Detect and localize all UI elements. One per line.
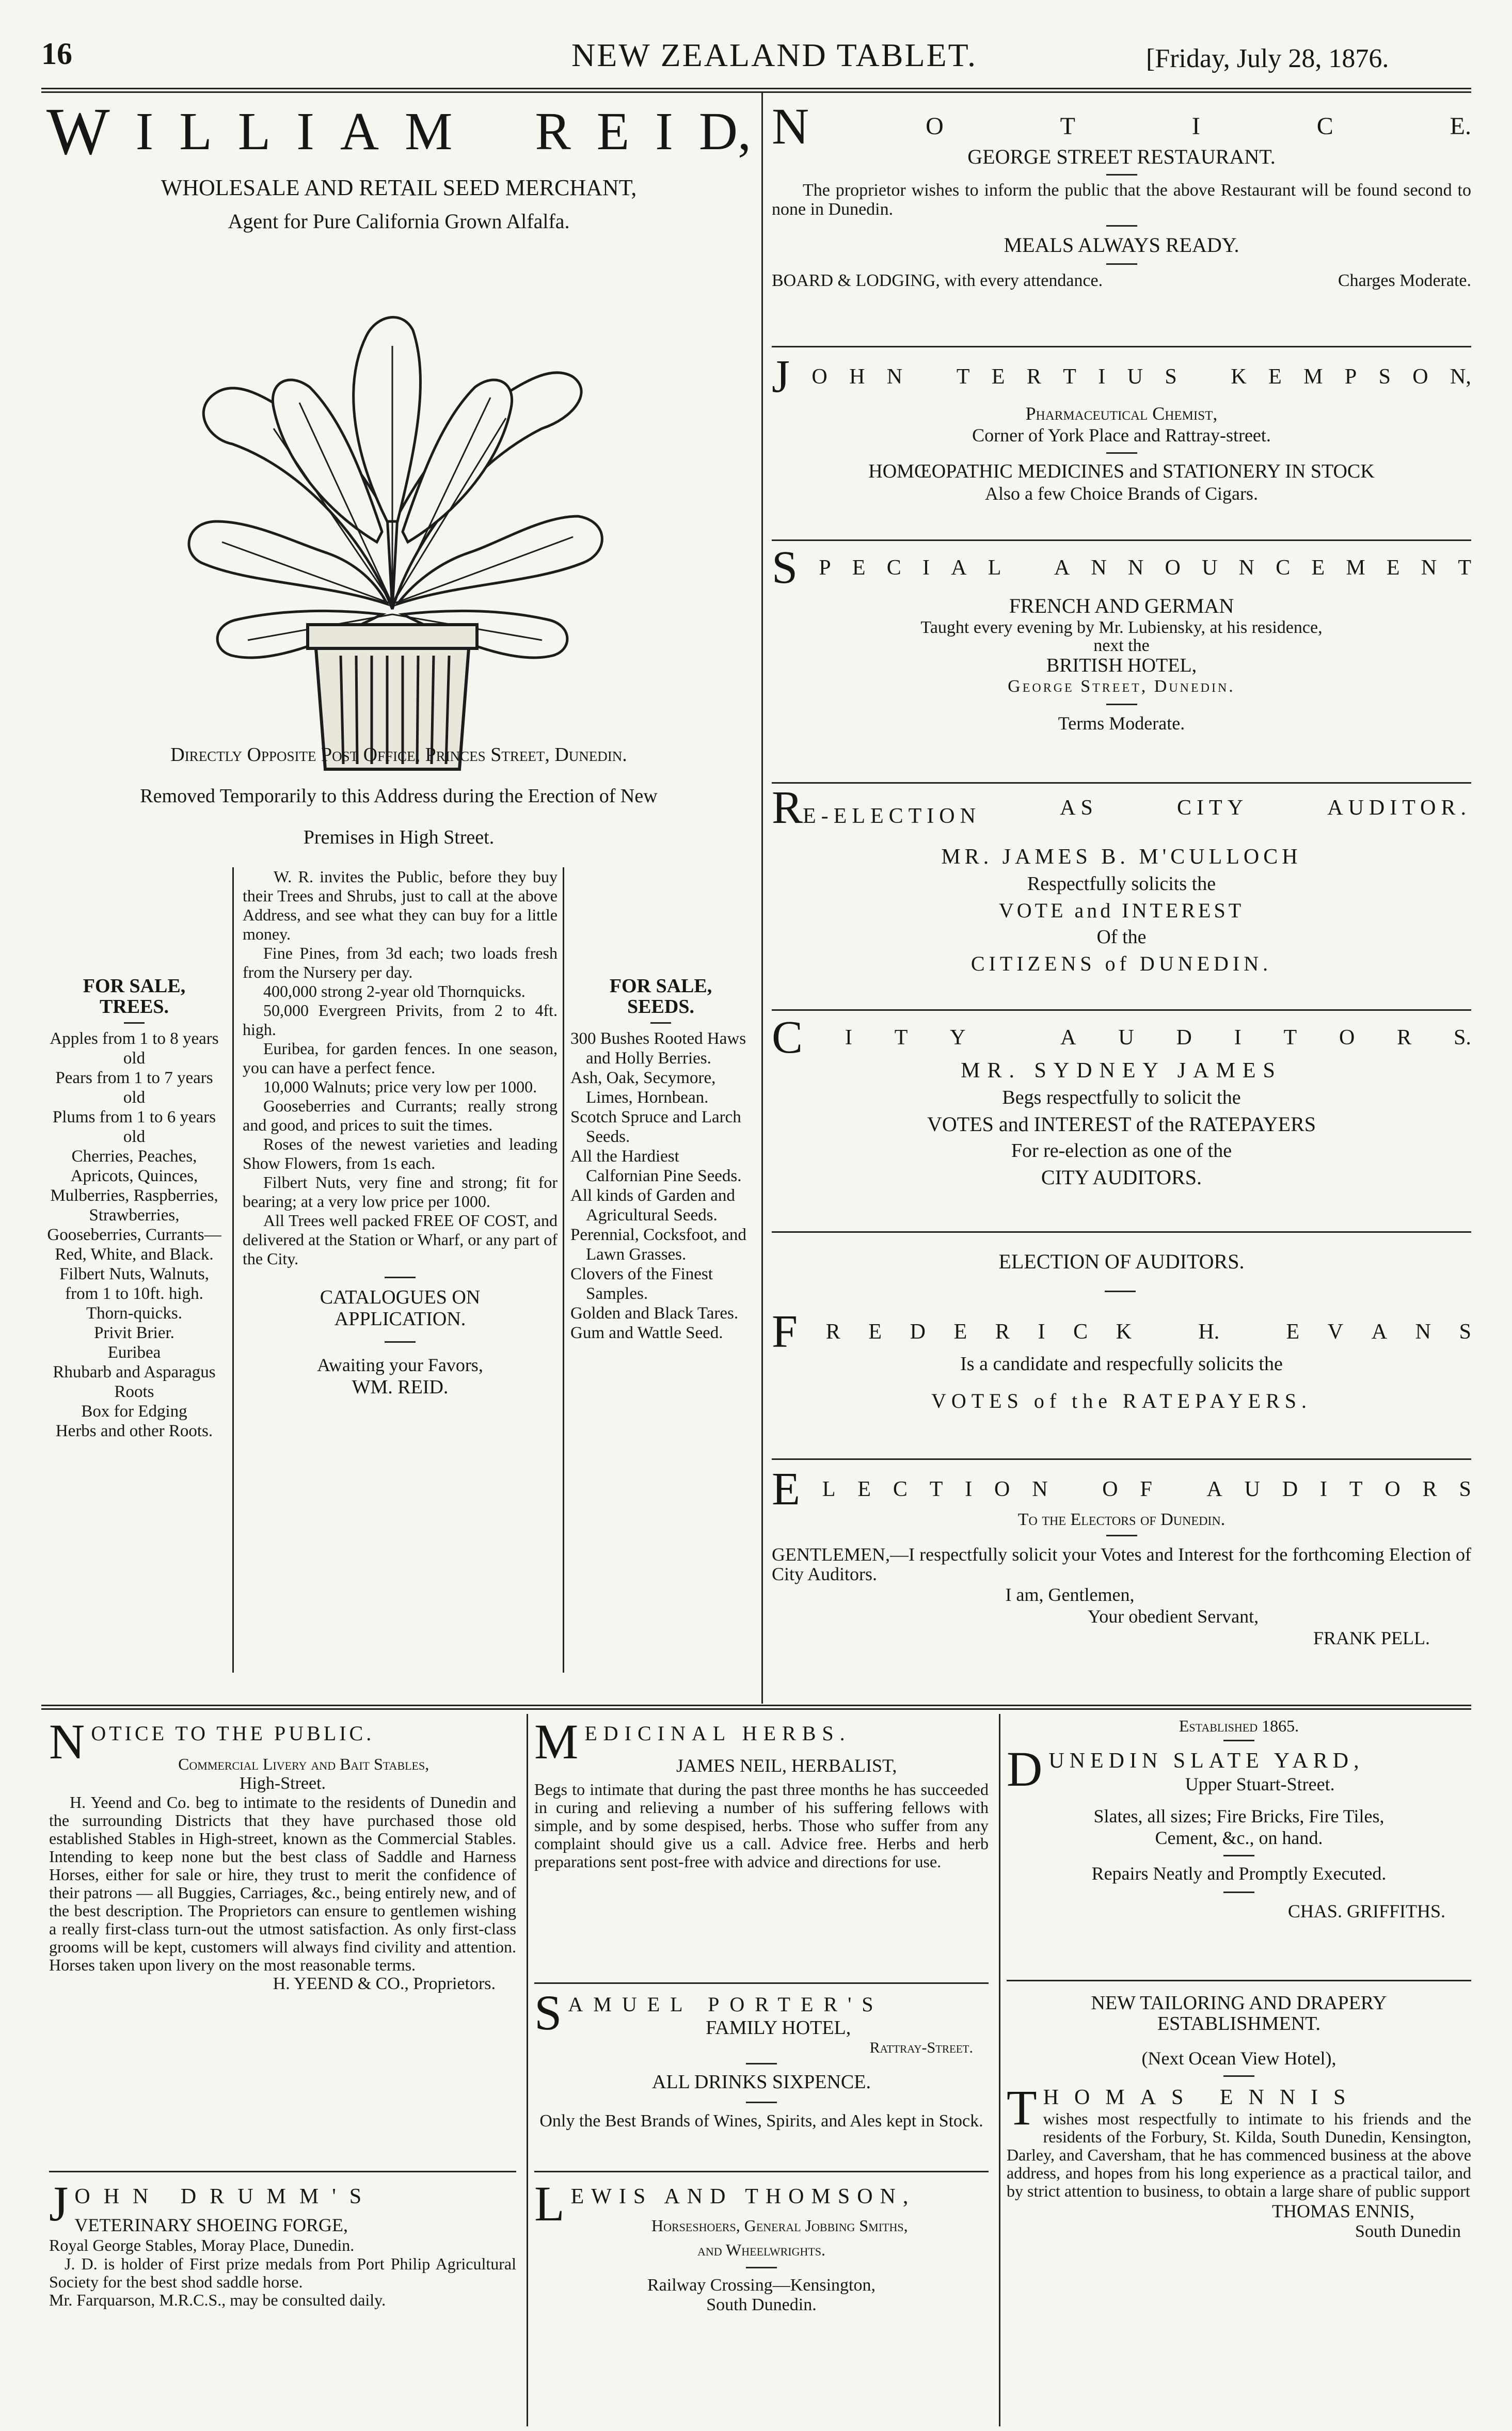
city-auditors-line4: CITY AUDITORS. — [1041, 1166, 1202, 1189]
middle-para: W. R. invites the Public, before they buy their Trees and Shrubs, just to call at the above Address, and see what they can buy for a little money. — [243, 867, 558, 943]
trees-item: Herbs and other Roots. — [55, 1422, 213, 1440]
tailoring-drop: T — [1007, 2085, 1037, 2135]
slate-line3: Cement, &c., on hand. — [1155, 1828, 1323, 1848]
kempson-line2: Corner of York Place and Rattray-street. — [972, 425, 1271, 446]
reelection-line1: Respectfully solicits the — [1027, 873, 1216, 895]
reid-signature: WM. REID. — [352, 1376, 449, 1398]
slate-drop: D — [1007, 1746, 1043, 1795]
porter-line2: Rattray-Street. — [869, 2039, 973, 2056]
special-advert: S P E C I A L A N N O U N C E M E N T FRENCH AND GERMAN Taught every evening by Mr. Lubiensky, at his residence, next the BRITISH HOTEL, George Street, Dunedin. Terms Moderate. — [772, 542, 1471, 734]
pell-sign: FRANK PELL. — [1313, 1628, 1430, 1648]
lewis-drop: L — [534, 2181, 565, 2231]
seeds-item: All the Hardiest Calfornian Pine Seeds. — [570, 1147, 742, 1185]
evans-line1: Is a candidate and respecfully solicits the — [960, 1353, 1283, 1375]
public-title: OTICE TO THE PUBLIC. — [91, 1722, 375, 1745]
public-body: H. Yeend and Co. beg to intimate to the residents of Dunedin and the surrounding Districts that they have purchased those old established Stables in High-street, known as the Commercial Stables. Intending to keep none but the best class of Saddle and Harness Horses, either for sale or hire, they trust to merit the confidence of their patrons — all Buggies, Carriages, &c., being entirely new, and of the best description. The Proprietors can ensure to gentlemen wishing a really first-class turn-out the utmost satisfaction. As only first-class grooms will be kept, customers will always find civility and attention. Horses taken upon livery on the most reasonable terms. — [49, 1793, 516, 1974]
slate-established: Established 1865. — [1179, 1717, 1299, 1735]
potted-plant-illustration — [170, 274, 625, 780]
city-auditors-line3: For re-election as one of the — [1011, 1140, 1232, 1162]
special-line2: Taught every evening by Mr. Lubiensky, at his residence, — [920, 618, 1323, 637]
seeds-item: Clovers of the Finest Samples. — [570, 1265, 713, 1303]
public-advert — [49, 1719, 516, 1994]
seeds-item: 300 Bushes Rooted Haws and Holly Berries. — [570, 1029, 746, 1068]
seeds-list — [570, 976, 751, 1343]
slate-line1: Upper Stuart-Street. — [1185, 1774, 1335, 1794]
tailoring-sign2: South Dunedin — [1355, 2222, 1461, 2241]
pell-body: GENTLEMEN,—I respectfully solicit your Votes and Interest for the forthcoming Election of City Auditors. — [772, 1544, 1471, 1584]
drumm-line1: VETERINARY SHOEING FORGE, — [74, 2215, 348, 2235]
porter-title: AMUEL PORTER'S — [568, 1993, 884, 2016]
reelection-line2: VOTE and INTEREST — [998, 899, 1245, 922]
reid-address: Directly Opposite Post Office, Princes Street, Dunedin. — [170, 744, 627, 766]
porter-drinks: ALL DRINKS SIXPENCE. — [652, 2071, 871, 2093]
tailoring-sign1: THOMAS ENNIS, — [1271, 2201, 1414, 2221]
masthead-title: NEW ZEALAND TABLET. — [571, 37, 977, 73]
lewis-title: EWIS AND THOMSON, — [570, 2185, 916, 2208]
reelection-line3: Of the — [1096, 926, 1147, 948]
tailoring-title: HOMAS ENNIS — [1043, 2086, 1361, 2109]
public-sub2: High-Street. — [239, 1774, 326, 1793]
slate-line4: Repairs Neatly and Promptly Executed. — [1091, 1863, 1387, 1884]
public-sign: H. YEEND & CO., Proprietors. — [273, 1974, 496, 1993]
reid-middle — [243, 867, 558, 1399]
trees-item: Filbert Nuts, Walnuts, from 1 to 10ft. high. — [59, 1265, 210, 1303]
reid-agent: Agent for Pure California Grown Alfalfa. — [228, 210, 570, 233]
election-heading: ELECTION OF AUDITORS. — [998, 1250, 1245, 1273]
trees-item: Privit Brier. — [94, 1324, 174, 1342]
tailoring-body: wishes most respectfully to intimate to his friends and the residents of the Forbury, St. Kilda, South Dunedin, Kensington, Darley, and Caversham, that he has commenced business at the above address, and hopes from his long experience as a practical tailor, and by strict attention to business, to obtain a large share of public support — [1007, 2109, 1471, 2200]
notice-meals: MEALS ALWAYS READY. — [1004, 233, 1239, 257]
slate-title: UNEDIN SLATE YARD, — [1048, 1749, 1364, 1773]
kempson-line3: HOMŒOPATHIC MEDICINES and STATIONERY IN STOCK — [868, 460, 1375, 482]
pell-advert: E L E C T I O N O F A U D I T O R S To the Electors of Dunedin. GENTLEMEN,—I respectfully solicit your Votes and Interest for the forthcoming Election of City Auditors. I am, Gentlemen, Your obedient Servant, FRANK PELL. — [772, 1464, 1471, 1648]
city-auditors-line2: VOTES and INTEREST of the RATEPAYERS — [927, 1113, 1316, 1136]
notice-board: BOARD & LODGING, with every attendance. — [772, 271, 1103, 290]
trees-item: Pears from 1 to 7 years old — [55, 1069, 213, 1107]
city-auditors-line1: Begs respectfully to solicit the — [1002, 1087, 1241, 1108]
slate-advert — [1007, 1717, 1471, 1922]
middle-para: All Trees well packed FREE OF COST, and delivered at the Station or Wharf, or any part of the City. — [243, 1211, 558, 1268]
public-drop: N — [49, 1719, 85, 1769]
notice-advert: N O T I C E. GEORGE STREET RESTAURANT. The proprietor wishes to inform the public that the above Restaurant will be found second to none in Dunedin. MEALS ALWAYS READY. BOARD & LODGING, with every attendance. Charges Moderate. — [772, 98, 1471, 290]
header-rule — [41, 88, 1471, 93]
herbs-advert — [534, 1719, 989, 1871]
awaiting: Awaiting your Favors, — [317, 1355, 483, 1375]
herbs-body: Begs to intimate that during the past three months he has succeeded in curing and relieving a number of his suffering fellows with simple, and by some despised, herbs. Those who suffer from any complaint should give us a call. Advice free. Herbs and herb preparations sent post-free with advice and directions for use. — [534, 1780, 989, 1871]
reid-removed: Removed Temporarily to this Address during the Erection of New — [140, 785, 658, 807]
lewis-advert — [534, 2181, 989, 2315]
middle-para: 400,000 strong 2-year old Thornquicks. — [263, 982, 526, 1000]
pell-line2: Your obedient Servant, — [1087, 1606, 1259, 1627]
herbs-title: EDICINAL HERBS. — [584, 1722, 851, 1745]
slate-line2: Slates, all sizes; Fire Bricks, Fire Tiles, — [1093, 1806, 1384, 1826]
middle-para: Filbert Nuts, very fine and strong; fit for bearing; at a very low price per 1000. — [243, 1173, 558, 1211]
city-auditors-advert: C I T Y A U D I T O R S. MR. SYDNEY JAMES Begs respectfully to solicit the VOTES and INTEREST of the RATEPAYERS For re-election as one of the CITY AUDITORS. — [772, 1012, 1471, 1189]
middle-para: Gooseberries and Currants; really strong and good, and prices to suit the times. — [243, 1097, 558, 1134]
tailoring-head1: NEW TAILORING AND DRAPERY — [1091, 1992, 1387, 2014]
kempson-line4: Also a few Choice Brands of Cigars. — [985, 483, 1258, 504]
city-auditors-name: MR. SYDNEY JAMES — [961, 1059, 1282, 1083]
column-divider-top — [761, 93, 763, 1704]
special-line1: FRENCH AND GERMAN — [1009, 594, 1234, 617]
pell-line1: I am, Gentlemen, — [1005, 1584, 1135, 1605]
porter-body: Only the Best Brands of Wines, Spirits, and Ales kept in Stock. — [539, 2111, 983, 2131]
notice-subtitle: GEORGE STREET RESTAURANT. — [967, 145, 1276, 168]
slate-sign: CHAS. GRIFFITHS. — [1287, 1901, 1445, 1921]
trees-item: Plums from 1 to 6 years old — [52, 1108, 216, 1146]
tailoring-advert — [1007, 1993, 1471, 2242]
middle-para: 10,000 Walnuts; price very low per 1000. — [263, 1077, 537, 1096]
seeds-item: Perennial, Cocksfoot, and Lawn Grasses. — [570, 1226, 746, 1264]
seeds-item: Gum and Wattle Seed. — [570, 1324, 723, 1342]
drumm-advert — [49, 2181, 516, 2309]
drumm-body: J. D. is holder of First prize medals from Port Philip Agricultural Society for the best shod saddle horse. — [49, 2254, 516, 2291]
notice-charges: Charges Moderate. — [1338, 271, 1471, 290]
seeds-item: Ash, Oak, Secymore, Limes, Hornbean. — [570, 1069, 716, 1107]
seeds-item: Scotch Spruce and Larch Seeds. — [570, 1108, 741, 1146]
notice-body: The proprietor wishes to inform the public that the above Restaurant will be found second to none in Dunedin. — [772, 181, 1471, 219]
middle-para: Euribea, for garden fences. In one season, you can have a perfect fence. — [243, 1039, 558, 1077]
special-line5: George Street, Dunedin. — [1008, 677, 1235, 696]
tailoring-head2: ESTABLISHMENT. — [1157, 2013, 1321, 2035]
porter-line1: FAMILY HOTEL, — [706, 2017, 851, 2039]
drumm-line2: Royal George Stables, Moray Place, Dunedin. — [49, 2236, 355, 2254]
middle-para: 50,000 Evergreen Privits, from 2 to 4ft. high. — [243, 1001, 558, 1039]
herbs-name: JAMES NEIL, HERBALIST, — [676, 1755, 897, 1776]
drumm-drop: J — [49, 2181, 69, 2231]
evans-line2: VOTES of the RATEPAYERS. — [931, 1389, 1312, 1412]
trees-item: Cherries, Peaches, Apricots, Quinces, Mulberries, Raspberries, Strawberries, Gooseberries, Currants—Red, White, and Black. — [47, 1147, 221, 1264]
trees-item: Euribea — [107, 1343, 161, 1362]
trees-item: Thorn-quicks. — [86, 1304, 183, 1323]
lewis-line2: and Wheelwrights. — [697, 2241, 826, 2259]
seeds-item: Golden and Black Tares. — [570, 1304, 739, 1323]
trees-item: Apples from 1 to 8 years old — [50, 1029, 219, 1068]
lewis-line4: South Dunedin. — [706, 2295, 817, 2314]
reelection-name: MR. JAMES B. M'CULLOCH — [941, 845, 1302, 869]
drumm-title: OHN DRUMM'S — [74, 2185, 375, 2208]
lewis-line1: Horseshoers, General Jobbing Smiths, — [651, 2216, 908, 2235]
special-line3: next the — [1093, 636, 1150, 655]
seeds-item: All kinds of Garden and Agricultural Seeds. — [570, 1186, 735, 1225]
middle-para: Fine Pines, from 3d each; two loads fresh from the Nursery per day. — [243, 944, 558, 981]
reid-premises: Premises in High Street. — [303, 827, 495, 848]
tailoring-sub: (Next Ocean View Hotel), — [1141, 2048, 1336, 2069]
kempson-advert: J O H N T E R T I U S K E M P S O N, Pharmaceutical Chemist, Corner of York Place and Rattray-street. HOMŒOPATHIC MEDICINES and STATIONERY IN STOCK Also a few Choice Brands of Cigars. — [772, 351, 1471, 504]
trees-item: Box for Edging — [81, 1402, 187, 1421]
trees-list — [46, 976, 222, 1441]
porter-drop: S — [534, 1990, 562, 2040]
reelection-advert: R E-ELECTION AS CITY AUDITOR. MR. JAMES B. M'CULLOCH Respectfully solicits the VOTE and INTEREST Of the CITIZENS of DUNEDIN. — [772, 782, 1471, 975]
reid-name: W I L L I A M R E I D, — [46, 94, 751, 169]
kempson-line1: Pharmaceutical Chemist, — [1025, 403, 1218, 424]
middle-para: Roses of the newest varieties and leading Show Flowers, from 1s each. — [243, 1135, 558, 1172]
page-number: 16 — [41, 37, 72, 71]
public-sub1: Commercial Livery and Bait Stables, — [178, 1755, 429, 1773]
trees-item: Rhubarb and Asparagus Roots — [53, 1363, 216, 1401]
catalogues: CATALOGUES ON APPLICATION. — [320, 1286, 481, 1330]
special-terms: Terms Moderate. — [1058, 713, 1185, 734]
issue-date: [Friday, July 28, 1876. — [1146, 44, 1389, 73]
trees-heading: FOR SALE, TREES. — [83, 975, 186, 1018]
pell-to: To the Electors of Dunedin. — [1017, 1510, 1225, 1529]
evans-advert: F R E D E R I C K H. E V A N S Is a candidate and respecfully solicits the VOTES of the RATEPAYERS. — [772, 1306, 1471, 1412]
lewis-line3: Railway Crossing—Kensington, — [647, 2276, 876, 2295]
reid-advert — [46, 94, 751, 1704]
special-line4: BRITISH HOTEL, — [1046, 655, 1197, 676]
seeds-heading: FOR SALE, SEEDS. — [609, 975, 712, 1018]
herbs-drop: M — [534, 1719, 579, 1769]
porter-advert — [534, 1990, 989, 2131]
drumm-body2: Mr. Farquarson, M.R.C.S., may be consulted daily. — [49, 2291, 386, 2309]
reid-letter: W — [46, 94, 110, 169]
reelection-line4: CITIZENS of DUNEDIN. — [970, 952, 1272, 975]
reid-subtitle: WHOLESALE AND RETAIL SEED MERCHANT, — [161, 175, 637, 200]
